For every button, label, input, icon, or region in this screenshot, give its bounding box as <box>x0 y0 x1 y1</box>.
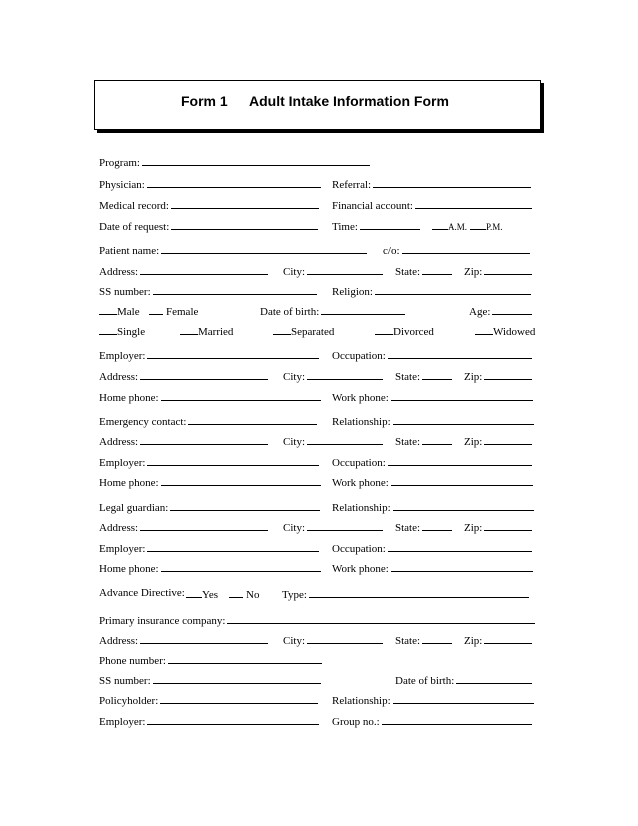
ss-number-label: SS number: <box>99 286 151 298</box>
married-field <box>180 324 233 338</box>
lg-home-phone-label: Home phone: <box>99 563 159 575</box>
employer-blank[interactable] <box>147 348 319 359</box>
lg-work-phone-label: Work phone: <box>332 563 389 575</box>
emp-address-label: Address: <box>99 371 139 383</box>
row-emergency-employer <box>0 455 638 471</box>
ad-type-label: Type: <box>282 589 307 601</box>
separated-label: Separated <box>291 326 335 338</box>
primary-insurance-field <box>99 613 535 627</box>
em-work-phone-blank[interactable] <box>391 475 533 486</box>
emp-zip-blank[interactable] <box>484 369 532 380</box>
lg-occupation-blank[interactable] <box>388 541 532 552</box>
ins-ss-field <box>99 673 321 687</box>
single-label: Single <box>117 326 146 338</box>
policyholder-field <box>99 693 318 707</box>
lg-home-phone-field <box>99 561 321 575</box>
physician-field <box>99 177 321 191</box>
ins-city-label: City: <box>283 635 306 647</box>
divorced-field <box>375 324 434 338</box>
ins-relationship-field <box>332 693 534 707</box>
ad-yes-label: Yes <box>202 589 219 601</box>
ins-city-blank[interactable] <box>307 633 383 644</box>
em-city-field <box>283 434 383 448</box>
em-relationship-field <box>332 414 534 428</box>
lg-occupation-label: Occupation: <box>332 543 386 555</box>
em-city-blank[interactable] <box>307 434 383 445</box>
row-patient-name <box>0 243 638 259</box>
patient-name-blank[interactable] <box>161 243 367 254</box>
lg-relationship-label: Relationship: <box>332 502 391 514</box>
emp-city-field <box>283 369 383 383</box>
em-city-label: City: <box>283 436 306 448</box>
em-home-phone-label: Home phone: <box>99 477 159 489</box>
widowed-blank[interactable] <box>475 324 493 335</box>
patient-name-field <box>99 243 367 257</box>
pm-field <box>470 219 503 232</box>
em-zip-label: Zip: <box>464 436 483 448</box>
row-guardian-phones <box>0 561 638 577</box>
male-label: Male <box>117 306 140 318</box>
work-phone-field <box>332 390 533 404</box>
lg-city-blank[interactable] <box>307 520 383 531</box>
referral-label: Referral: <box>332 179 372 191</box>
female-blank[interactable] <box>149 304 163 315</box>
emp-state-field <box>395 369 452 383</box>
address-blank[interactable] <box>140 264 268 275</box>
policyholder-blank[interactable] <box>160 693 318 704</box>
em-zip-field <box>464 434 532 448</box>
em-address-field <box>99 434 268 448</box>
ins-relationship-blank[interactable] <box>393 693 534 704</box>
age-blank[interactable] <box>492 304 532 315</box>
zip-field <box>464 264 532 278</box>
row-emergency-phones <box>0 475 638 491</box>
program-blank[interactable] <box>142 155 370 166</box>
married-blank[interactable] <box>180 324 198 335</box>
widowed-label: Widowed <box>493 326 536 338</box>
separated-field <box>273 324 334 338</box>
am-blank[interactable] <box>432 219 448 230</box>
advance-directive-label: Advance Directive: <box>99 587 185 599</box>
married-label: Married <box>198 326 234 338</box>
zip-label: Zip: <box>464 266 483 278</box>
lg-home-phone-blank[interactable] <box>161 561 321 572</box>
lg-city-field <box>283 520 383 534</box>
row-employer <box>0 348 638 364</box>
ins-state-field <box>395 633 452 647</box>
row-insurance-address <box>0 633 638 649</box>
occupation-blank[interactable] <box>388 348 532 359</box>
employer-label: Employer: <box>99 350 146 362</box>
row-guardian-address <box>0 520 638 536</box>
form-title: Adult Intake Information Form <box>249 93 449 109</box>
lg-zip-blank[interactable] <box>484 520 532 531</box>
state-field <box>395 264 452 278</box>
pm-label: P.M. <box>486 222 503 232</box>
ins-address-label: Address: <box>99 635 139 647</box>
date-of-request-blank[interactable] <box>171 219 318 230</box>
medical-record-label: Medical record: <box>99 200 169 212</box>
lg-relationship-blank[interactable] <box>393 500 534 511</box>
date-of-request-field <box>99 219 318 233</box>
advance-directive-label-wrap <box>99 587 187 599</box>
emp-state-label: State: <box>395 371 421 383</box>
lg-employer-label: Employer: <box>99 543 146 555</box>
lg-relationship-field <box>332 500 534 514</box>
ins-phone-field <box>99 653 322 667</box>
pm-blank[interactable] <box>470 219 486 230</box>
city-blank[interactable] <box>307 264 383 275</box>
group-no-blank[interactable] <box>382 714 532 725</box>
em-zip-blank[interactable] <box>484 434 532 445</box>
city-label: City: <box>283 266 306 278</box>
row-policyholder <box>0 693 638 709</box>
ad-yes-blank[interactable] <box>186 587 202 598</box>
ss-number-field <box>99 284 317 298</box>
age-field <box>469 304 532 318</box>
ins-city-field <box>283 633 383 647</box>
am-label: A.M. <box>448 222 468 232</box>
ad-yes-field <box>186 587 218 601</box>
lg-state-label: State: <box>395 522 421 534</box>
ad-no-label: No <box>246 589 260 601</box>
em-employer-blank[interactable] <box>147 455 319 466</box>
em-state-label: State: <box>395 436 421 448</box>
ins-zip-blank[interactable] <box>484 633 532 644</box>
ins-phone-label: Phone number: <box>99 655 166 667</box>
ins-ss-label: SS number: <box>99 675 151 687</box>
program-label: Program: <box>99 157 140 169</box>
primary-insurance-label: Primary insurance company: <box>99 615 226 627</box>
ad-no-blank[interactable] <box>229 587 243 598</box>
em-occupation-blank[interactable] <box>388 455 532 466</box>
em-state-field <box>395 434 452 448</box>
employer-field <box>99 348 319 362</box>
divorced-blank[interactable] <box>375 324 393 335</box>
em-relationship-label: Relationship: <box>332 416 391 428</box>
work-phone-label: Work phone: <box>332 392 389 404</box>
em-occupation-field <box>332 455 532 469</box>
male-field <box>99 304 140 318</box>
row-patient-address <box>0 264 638 280</box>
zip-blank[interactable] <box>484 264 532 275</box>
ss-number-blank[interactable] <box>153 284 317 295</box>
referral-blank[interactable] <box>373 177 531 188</box>
referral-field <box>332 177 531 191</box>
emp-address-field <box>99 369 268 383</box>
home-phone-field <box>99 390 321 404</box>
widowed-field <box>475 324 535 338</box>
row-legal-guardian <box>0 500 638 516</box>
em-employer-field <box>99 455 319 469</box>
female-field <box>149 304 198 318</box>
single-field <box>99 324 145 338</box>
co-field <box>383 243 530 257</box>
em-address-blank[interactable] <box>140 434 268 445</box>
dob-blank[interactable] <box>321 304 405 315</box>
ins-zip-field <box>464 633 532 647</box>
emp-city-label: City: <box>283 371 306 383</box>
lg-address-blank[interactable] <box>140 520 268 531</box>
em-work-phone-field <box>332 475 533 489</box>
form-number: Form 1 <box>181 93 228 109</box>
row-primary-insurance <box>0 613 638 629</box>
ins-employer-label: Employer: <box>99 716 146 728</box>
lg-city-label: City: <box>283 522 306 534</box>
ad-type-field <box>282 587 529 601</box>
row-medical-record <box>0 198 638 214</box>
home-phone-blank[interactable] <box>161 390 321 401</box>
emergency-contact-blank[interactable] <box>188 414 317 425</box>
home-phone-label: Home phone: <box>99 392 159 404</box>
ins-employer-blank[interactable] <box>147 714 319 725</box>
em-relationship-blank[interactable] <box>393 414 534 425</box>
divorced-label: Divorced <box>393 326 434 338</box>
ad-no-field <box>229 587 259 601</box>
ins-relationship-label: Relationship: <box>332 695 391 707</box>
financial-account-label: Financial account: <box>332 200 413 212</box>
lg-state-blank[interactable] <box>422 520 452 531</box>
occupation-field <box>332 348 532 362</box>
emp-zip-label: Zip: <box>464 371 483 383</box>
row-advance-directive <box>0 587 638 603</box>
row-marital-status <box>0 324 638 340</box>
ins-dob-label: Date of birth: <box>395 675 455 687</box>
am-field <box>432 219 467 232</box>
financial-account-field <box>332 198 532 212</box>
lg-state-field <box>395 520 452 534</box>
ins-employer-field <box>99 714 319 728</box>
em-state-blank[interactable] <box>422 434 452 445</box>
religion-label: Religion: <box>332 286 373 298</box>
ad-type-blank[interactable] <box>309 587 529 598</box>
primary-insurance-blank[interactable] <box>227 613 535 624</box>
group-no-field <box>332 714 532 728</box>
em-work-phone-label: Work phone: <box>332 477 389 489</box>
legal-guardian-blank[interactable] <box>170 500 320 511</box>
co-blank[interactable] <box>402 243 530 254</box>
ins-address-blank[interactable] <box>140 633 268 644</box>
lg-employer-blank[interactable] <box>147 541 319 552</box>
row-program <box>0 155 638 171</box>
address-label: Address: <box>99 266 139 278</box>
em-home-phone-field <box>99 475 321 489</box>
work-phone-blank[interactable] <box>391 390 533 401</box>
lg-zip-field <box>464 520 532 534</box>
row-emergency-address <box>0 434 638 450</box>
row-emergency-contact <box>0 414 638 430</box>
address-field <box>99 264 268 278</box>
ins-zip-label: Zip: <box>464 635 483 647</box>
state-label: State: <box>395 266 421 278</box>
emp-state-blank[interactable] <box>422 369 452 380</box>
age-label: Age: <box>469 306 491 318</box>
patient-name-label: Patient name: <box>99 245 160 257</box>
row-sex-dob <box>0 304 638 320</box>
em-address-label: Address: <box>99 436 139 448</box>
policyholder-label: Policyholder: <box>99 695 159 707</box>
ins-state-blank[interactable] <box>422 633 452 644</box>
ins-dob-field <box>395 673 532 687</box>
female-label: Female <box>166 306 199 318</box>
legal-guardian-field <box>99 500 320 514</box>
male-blank[interactable] <box>99 304 117 315</box>
emp-zip-field <box>464 369 532 383</box>
occupation-label: Occupation: <box>332 350 386 362</box>
lg-occupation-field <box>332 541 532 555</box>
row-insurance-ss <box>0 673 638 689</box>
co-label: c/o: <box>383 245 400 257</box>
row-employment-address <box>0 369 638 385</box>
state-blank[interactable] <box>422 264 452 275</box>
em-employer-label: Employer: <box>99 457 146 469</box>
group-no-label: Group no.: <box>332 716 380 728</box>
row-physician <box>0 177 638 193</box>
ins-dob-blank[interactable] <box>456 673 532 684</box>
financial-account-blank[interactable] <box>415 198 532 209</box>
dob-field <box>260 304 405 318</box>
row-ss-number <box>0 284 638 300</box>
lg-address-label: Address: <box>99 522 139 534</box>
lg-work-phone-blank[interactable] <box>391 561 533 572</box>
em-home-phone-blank[interactable] <box>161 475 321 486</box>
emp-address-blank[interactable] <box>140 369 268 380</box>
row-date-of-request <box>0 219 638 235</box>
separated-blank[interactable] <box>273 324 291 335</box>
row-phones <box>0 390 638 406</box>
single-blank[interactable] <box>99 324 117 335</box>
lg-address-field <box>99 520 268 534</box>
row-insurance-employer <box>0 714 638 730</box>
ins-state-label: State: <box>395 635 421 647</box>
time-blank[interactable] <box>360 219 420 230</box>
time-field <box>332 219 420 233</box>
program-field <box>99 155 370 169</box>
row-insurance-phone <box>0 653 638 669</box>
emergency-contact-label: Emergency contact: <box>99 416 187 428</box>
legal-guardian-label: Legal guardian: <box>99 502 169 514</box>
medical-record-blank[interactable] <box>171 198 319 209</box>
religion-blank[interactable] <box>375 284 531 295</box>
em-occupation-label: Occupation: <box>332 457 386 469</box>
dob-label: Date of birth: <box>260 306 320 318</box>
city-field <box>283 264 383 278</box>
ins-ss-blank[interactable] <box>153 673 321 684</box>
lg-work-phone-field <box>332 561 533 575</box>
row-guardian-employer <box>0 541 638 557</box>
religion-field <box>332 284 531 298</box>
ins-address-field <box>99 633 268 647</box>
lg-zip-label: Zip: <box>464 522 483 534</box>
lg-employer-field <box>99 541 319 555</box>
time-label: Time: <box>332 221 358 233</box>
physician-blank[interactable] <box>147 177 321 188</box>
medical-record-field <box>99 198 319 212</box>
emp-city-blank[interactable] <box>307 369 383 380</box>
emergency-contact-field <box>99 414 317 428</box>
physician-label: Physician: <box>99 179 145 191</box>
ins-phone-blank[interactable] <box>168 653 322 664</box>
date-of-request-label: Date of request: <box>99 221 170 233</box>
